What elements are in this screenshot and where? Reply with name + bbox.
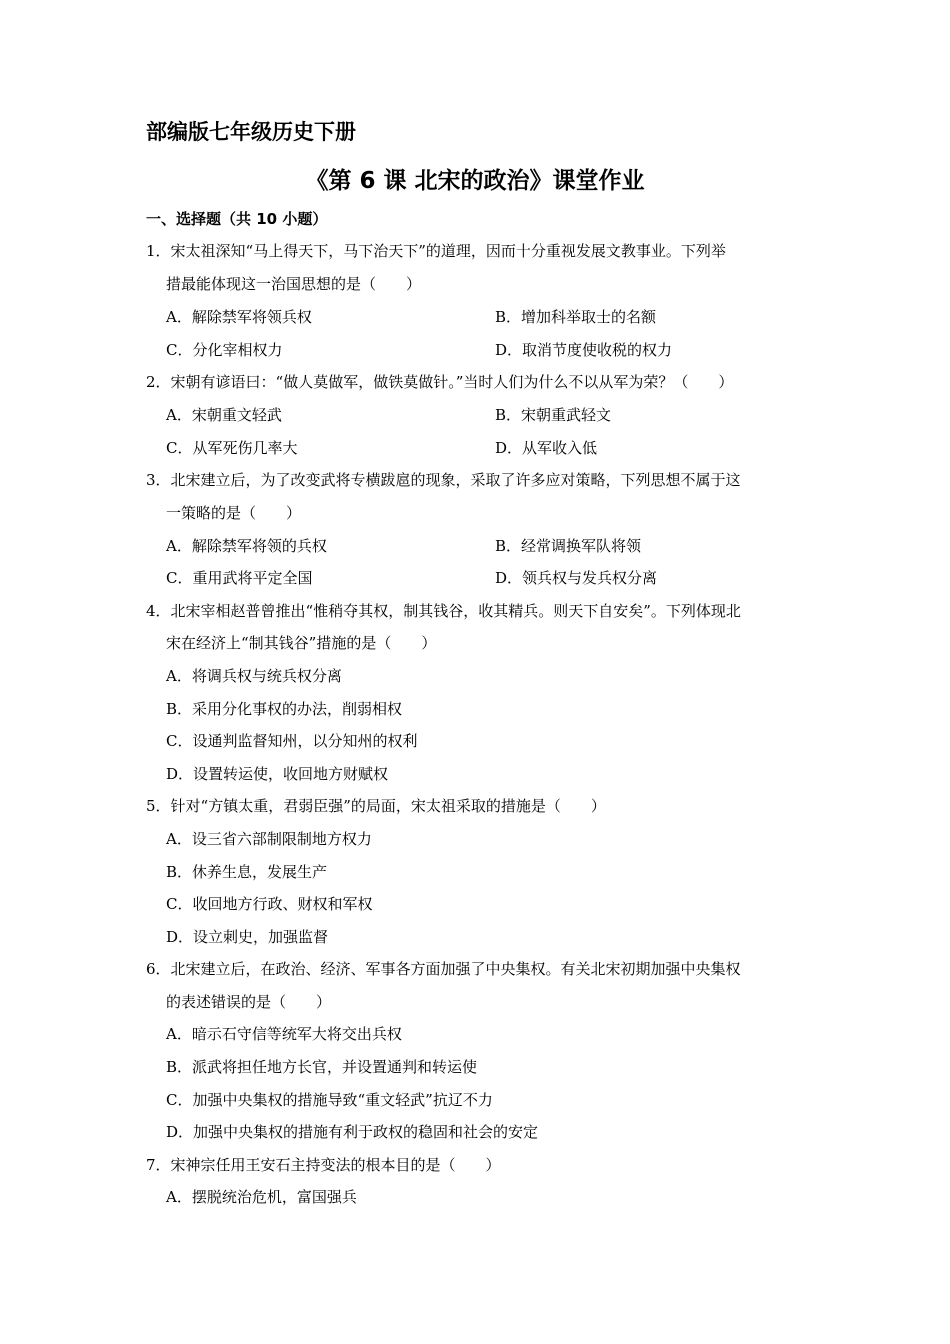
question-2-text: 2．宋朝有谚语曰：“做人莫做军，做铁莫做针。”当时人们为什么不以从军为荣？（ ）	[146, 373, 734, 391]
question-5-text: 5．针对“方镇太重，君弱臣强”的局面，宋太祖采取的措施是（ ）	[146, 797, 606, 815]
series-title: 部编版七年级历史下册	[146, 120, 356, 144]
question-3-text-cont: 一策略的是（ ）	[166, 504, 302, 522]
question-1-text: 1．宋太祖深知“马上得天下，马下治天下”的道理，因而十分重视发展文教事业。下列举	[146, 242, 726, 260]
question-5-option-a: A．设三省六部制限制地方权力	[166, 830, 372, 848]
question-7-text: 7．宋神宗任用王安石主持变法的根本目的是（ ）	[146, 1156, 501, 1174]
question-4-option-d: D．设置转运使，收回地方财赋权	[166, 765, 389, 783]
question-7-option-a: A．摆脱统治危机，富国强兵	[166, 1188, 357, 1206]
question-4-option-b: B．采用分化事权的办法，削弱相权	[166, 700, 403, 718]
question-4-option-c: C．设通判监督知州，以分知州的权利	[166, 732, 418, 750]
question-2-option-c: C．从军死伤几率大	[166, 439, 298, 457]
question-2-option-a: A．宋朝重文轻武	[166, 406, 282, 424]
question-3-option-b: B．经常调换军队将领	[495, 537, 642, 555]
question-6-option-c: C．加强中央集权的措施导致“重文轻武”抗辽不力	[166, 1091, 493, 1109]
question-3-option-a: A．解除禁军将领的兵权	[166, 537, 327, 555]
question-4-option-a: A．将调兵权与统兵权分离	[166, 667, 342, 685]
question-6-text: 6．北宋建立后，在政治、经济、军事各方面加强了中央集权。有关北宋初期加强中央集权	[146, 960, 741, 978]
question-3-text: 3．北宋建立后，为了改变武将专横跋扈的现象，采取了许多应对策略，下列思想不属于这	[146, 471, 741, 489]
question-6-text-cont: 的表述错误的是（ ）	[166, 993, 332, 1011]
question-6-option-b: B．派武将担任地方长官，并设置通判和转运使	[166, 1058, 478, 1076]
page-title: 《第 6 课 北宋的政治》课堂作业	[305, 168, 645, 194]
question-2-option-d: D．从军收入低	[495, 439, 598, 457]
question-3-option-d: D．领兵权与发兵权分离	[495, 569, 658, 587]
question-1-option-c: C．分化宰相权力	[166, 341, 283, 359]
question-2-option-b: B．宋朝重武轻文	[495, 406, 612, 424]
question-1-option-a: A．解除禁军将领兵权	[166, 308, 312, 326]
question-1-option-b: B．增加科举取士的名额	[495, 308, 657, 326]
section-heading: 一、选择题（共 10 小题）	[146, 210, 328, 228]
question-6-option-d: D．加强中央集权的措施有利于政权的稳固和社会的安定	[166, 1123, 539, 1141]
question-1-option-d: D．取消节度使收税的权力	[495, 341, 673, 359]
question-4-text: 4．北宋宰相赵普曾推出“惟稍夺其权，制其钱谷，收其精兵。则天下自安矣”。下列体现北	[146, 602, 741, 620]
question-5-option-d: D．设立刺史，加强监督	[166, 928, 329, 946]
question-6-option-a: A．暗示石守信等统军大将交出兵权	[166, 1025, 402, 1043]
question-1-text-cont: 措最能体现这一治国思想的是（ ）	[166, 275, 422, 293]
question-4-text-cont: 宋在经济上“制其钱谷”措施的是（ ）	[166, 634, 437, 652]
question-5-option-c: C．收回地方行政、财权和军权	[166, 895, 373, 913]
question-5-option-b: B．休养生息，发展生产	[166, 863, 328, 881]
question-3-option-c: C．重用武将平定全国	[166, 569, 313, 587]
